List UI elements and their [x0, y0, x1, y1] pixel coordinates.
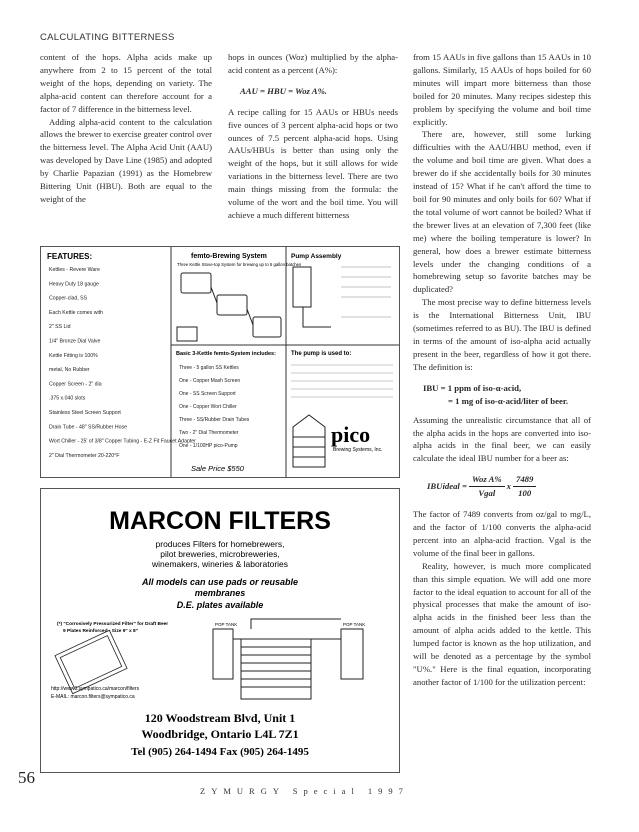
feature-item: 1/4" Bronze Dial Valve [49, 338, 101, 345]
pico-company: Brewing Systems, Inc. [333, 447, 383, 453]
filter-apparatus-icon [213, 619, 366, 699]
column-3 [413, 51, 591, 689]
includes-item: Two - 2" Dial Thermometer [179, 430, 239, 436]
marcon-email: E-MAIL: marcon.filters@sympatico.ca [51, 694, 135, 700]
feature-item: Copper Screen - 2" dia [49, 381, 102, 388]
marcon-line: pilot breweries, microbreweries, [160, 549, 280, 559]
marcon-line: produces Filters for homebrewers, [155, 539, 285, 549]
formula-fraction [469, 473, 505, 500]
column-1 [40, 51, 212, 206]
system-subtitle: Three Kettle Stove-top System for brewing up to 5 gallon batches [177, 262, 302, 267]
pico-logo: pico [331, 422, 371, 447]
marcon-note: 9 Plates Reinforced - Size 9" x 8" [63, 629, 138, 634]
ibu-definition [423, 382, 591, 408]
includes-title: Basic 3-Kettle femto-System includes: [176, 351, 276, 357]
feature-item: Wort Chiller - 25' of 3/8" Copper Tubing - E-Z Fit Faucet Adapter [49, 438, 196, 445]
pump-icon [293, 267, 391, 327]
kettle-diagram-icon [177, 273, 281, 341]
includes-item: Three - SS/Rubber Drain Tubes [179, 417, 250, 423]
formula-denominator: 100 [518, 488, 532, 499]
body-paragraph: Adding alpha-acid content to the calculation allows the brewer to exercise greater control over the bitterness level. The Alpha Acid Unit (AAU) was developed by Dave Line (1985) and adopted by Charlie Papazian (1991) as the Homebrew Bittering Unit (HBU). Both are equal to the weight of the [40, 116, 212, 204]
ibu-definition-line: = 1 mg of iso-α-acid/liter of beer. [448, 395, 569, 406]
page-number: 56 [18, 768, 35, 787]
used-title: The pump is used to: [291, 351, 352, 357]
formula-numerator: 7489 [513, 473, 536, 487]
page-header: CALCULATING BITTERNESS [40, 32, 175, 43]
includes-item: One - SS Screen Support [179, 391, 236, 397]
features-title: FEATURES: [47, 252, 93, 261]
body-paragraph: from 15 AAUs in five gallons than 15 AAUs in 10 gallons. Similarly, 15 AAUs of hops boiled for 60 minutes will impart more bitterness than those boiled for 20 minutes. Many recipes sidestep this problem by specifying the volume and boil time explicitly. [413, 52, 591, 127]
feature-item: metal, No Rubber [49, 367, 90, 374]
column-2 [228, 51, 398, 222]
aau-equation: AAU = HBU = Woz A%. [240, 85, 327, 96]
feature-item: Heavy Duty 18 gauge [49, 281, 99, 288]
body-paragraph: Reality, however, is much more complicated than this simple equation. We will add one more factor to the ideal equation to account for all of the physical processes that make the amount of iso-alpha acids in the finished beer less than the amount of alpha acids added to the kettle. This lumped factor is known as the hop utilization, and will be denoted as a percentage by the symbol "U%." Here is the final equation, incorporating another factor of 1/100 for the utilization percent: [413, 560, 591, 687]
ibu-definition-line: IBU = 1 ppm of iso-α-acid, [423, 382, 522, 393]
pop-tank-label: POP TANK [215, 622, 238, 627]
body-paragraph: The most precise way to define bitterness levels is the International Bitterness Unit, IBU (sometimes referred to as BU). The IBU is defined in terms of the amount of iso-alpha acid actually present in the beer, regardless of how it got there. The definition is: [413, 297, 591, 372]
feature-item: .375 x.040 slots [49, 395, 86, 402]
formula-times: x [506, 481, 511, 492]
includes-item: One - Copper Mash Screen [179, 378, 241, 384]
body-paragraph: The factor of 7489 converts from oz/gal to mg/L, and the factor of 1/100 converts the alpha-acid percent into an alpha-acid fraction. Vgal is the volume of the final beer in gallons. [413, 509, 591, 558]
marcon-line: All models can use pads or reusable [141, 577, 299, 587]
ibu-ideal-formula [427, 473, 591, 500]
marcon-web: http://www3.sympatico.ca/marcon/filters [51, 686, 140, 692]
includes-item: One - 1/100HP pico-Pump [179, 443, 238, 449]
pop-tank-label: POP TANK [343, 622, 366, 627]
feature-item: 2" SS Lid [49, 324, 71, 331]
marcon-note: (*) "Corrosively Pressurized Filter" for Draft Beer [57, 622, 169, 627]
includes-item: One - Copper Wort Chiller [179, 404, 237, 410]
feature-item: Each Kettle comes with [49, 309, 103, 316]
marcon-line: D.E. plates available [176, 600, 264, 610]
formula-denominator: Vgal [478, 488, 496, 499]
feature-item: Stainless Steel Screen Support [49, 410, 121, 416]
formula-fraction [513, 473, 536, 500]
body-paragraph: A recipe calling for 15 AAUs or HBUs needs five ounces of 3 percent alpha-acid hops or two ounces of 7.5 percent alpha-acid hops. Using AAUs/HBUs is better than using only the weight of the hops, but it still allows for wide variations in the bitterness level. There are two main things missing from the formula: the volume of the wort and the boil time. You will achieve a much different bitterness [228, 106, 398, 220]
marcon-address: 120 Woodstream Blvd, Unit 1 [144, 711, 296, 725]
feature-item: 2" Dial Thermometer 20-220°F [49, 452, 120, 459]
pico-brewing-ad [40, 246, 400, 478]
footer-publication: ZYMURGY Special 1997 [200, 786, 409, 796]
body-paragraph: Assuming the unrealistic circumstance that all of the alpha acids in the hops are converted into iso-alpha acids in the final beer, we can easily calculate the ideal IBU number for a beer as: [413, 414, 591, 464]
pump-title: Pump Assembly [291, 253, 342, 260]
marcon-line: membranes [194, 588, 246, 598]
feature-item: Copper-clad, SS [49, 295, 88, 302]
plate-filter-icon [55, 630, 127, 693]
marcon-address: Woodbridge, Ontario L4L 7Z1 [141, 727, 299, 741]
marcon-phone: Tel (905) 264-1494 Fax (905) 264-1495 [131, 746, 309, 758]
marcon-line: winemakers, wineries & laboratories [151, 559, 289, 569]
body-paragraph: hops in ounces (Woz) multiplied by the alpha-acid content as a percent (A%): [228, 52, 398, 75]
marcon-filters-ad [40, 488, 400, 773]
formula-numerator: Woz A% [469, 473, 505, 487]
sale-price: Sale Price $550 [191, 464, 244, 473]
includes-item: Three - 5 gallon SS Kettles [179, 365, 239, 371]
brewery-building-icon [293, 415, 325, 467]
marcon-title: MARCON FILTERS [109, 507, 331, 535]
feature-item: Kettles - Revere Ware [49, 267, 100, 273]
feature-item: Drain Tube - 48" SS/Rubber Hose [49, 424, 127, 431]
body-paragraph: There are, however, still some lurking difficulties with the AAU/HBU method, even if the volume and boil time are given. What does a brewer do if she accidentally boils for 30 minutes instead of 15? What if he can't afford the time to boil for 90 minutes and only boils for 60? What if the total volume of wort cannot be boiled? What if the brewer lives at an elevation of 7,300 feet (like me) where the boiling temperature is lower? In general, how does a brewer estimate bitterness levels under the changing conditions of a homebrewing setup so favorite batches may be duplicated? [413, 129, 591, 295]
system-title: femto-Brewing System [191, 253, 267, 260]
formula-lhs: IBUideal = [427, 481, 467, 492]
body-paragraph: content of the hops. Alpha acids make up anywhere from 2 to 15 percent of the total weight of the hops, depending on variety. The alpha-acid content can therefore account for a factor of 7 difference in the bitterness level. [40, 52, 212, 114]
feature-item: Kettle Fitting is 100% [49, 352, 98, 359]
